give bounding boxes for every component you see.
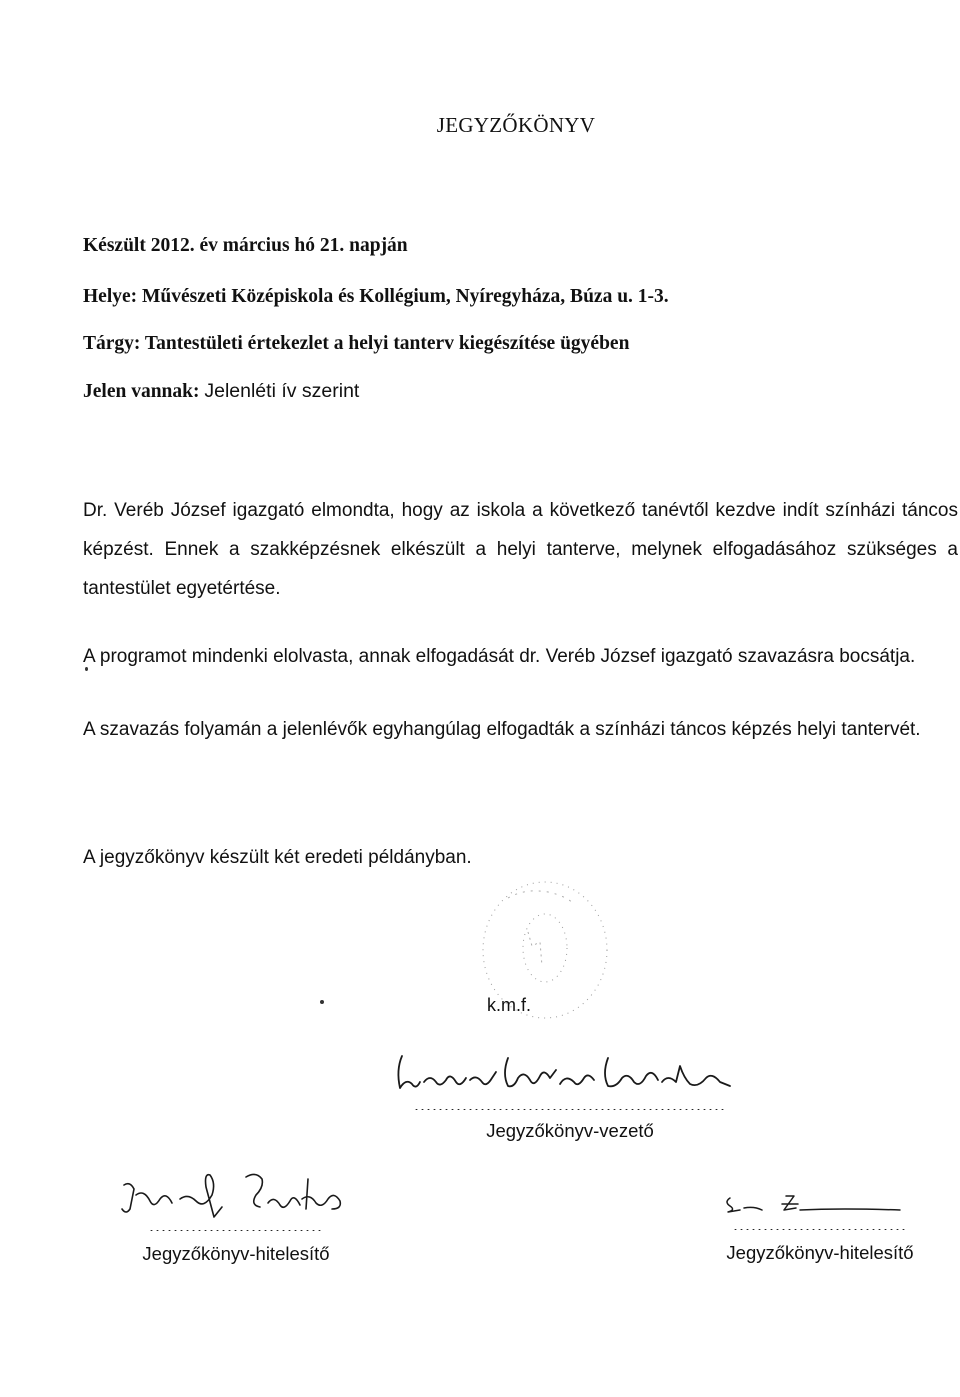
subject-line: Tárgy: Tantestületi értekezlet a helyi tanterv kiegészítése ügyében	[83, 333, 630, 354]
present-value: Jelenléti ív szerint	[204, 380, 360, 402]
certifier-right-role: Jegyzőkönyv-hitelesítő	[726, 1242, 914, 1263]
certifier-right-signature-block	[700, 1190, 940, 1264]
certifier-right-handwritten-signature	[700, 1190, 940, 1220]
paragraph-line: Dr. Veréb József igazgató elmondta, hogy az iskola a következő tanévtől kezdve indít színházi táncos	[83, 500, 958, 521]
document-title: JEGYZŐKÖNYV	[436, 113, 596, 137]
paragraph-program: A programot mindenki elolvasta, annak elfogadását dr. Veréb József igazgató szavazásra bocsátja.	[83, 646, 916, 667]
certifier-left-dots: .............................	[148, 1221, 324, 1231]
paragraph-announcement	[83, 491, 958, 608]
ink-speck	[85, 667, 88, 671]
place-line: Helye: Művészeti Középiskola és Kollégium, Nyíregyháza, Búza u. 1-3.	[83, 286, 669, 307]
paragraph-line: tantestület egyetértése.	[83, 578, 281, 599]
certifier-left-signature-block	[96, 1165, 376, 1265]
recorder-dots: ....................................................	[413, 1100, 727, 1110]
recorder-signature-block	[390, 1048, 750, 1142]
certifier-left-handwritten-signature	[96, 1165, 376, 1221]
paragraph-copies: A jegyzőkönyv készült két eredeti példányban.	[83, 847, 472, 868]
kmf-label: k.m.f.	[487, 995, 531, 1015]
paragraph-vote: A szavazás folyamán a jelenlévők egyhangúlag elfogadták a színházi táncos képzés helyi tantervét.	[83, 719, 921, 740]
certifier-left-role: Jegyzőkönyv-hitelesítő	[142, 1243, 330, 1264]
recorder-role: Jegyzőkönyv-vezető	[486, 1120, 654, 1141]
ink-speck	[320, 1000, 324, 1004]
present-label: Jelen vannak:	[83, 381, 200, 402]
present-line	[83, 380, 359, 403]
certifier-right-dots: .............................	[732, 1220, 908, 1230]
recorder-handwritten-signature	[390, 1048, 750, 1100]
paragraph-line: képzést. Ennek a szakképzésnek elkészült a helyi tanterve, melynek elfogadásához szükséges a	[83, 539, 958, 560]
date-line: Készült 2012. év március hó 21. napján	[83, 235, 408, 256]
